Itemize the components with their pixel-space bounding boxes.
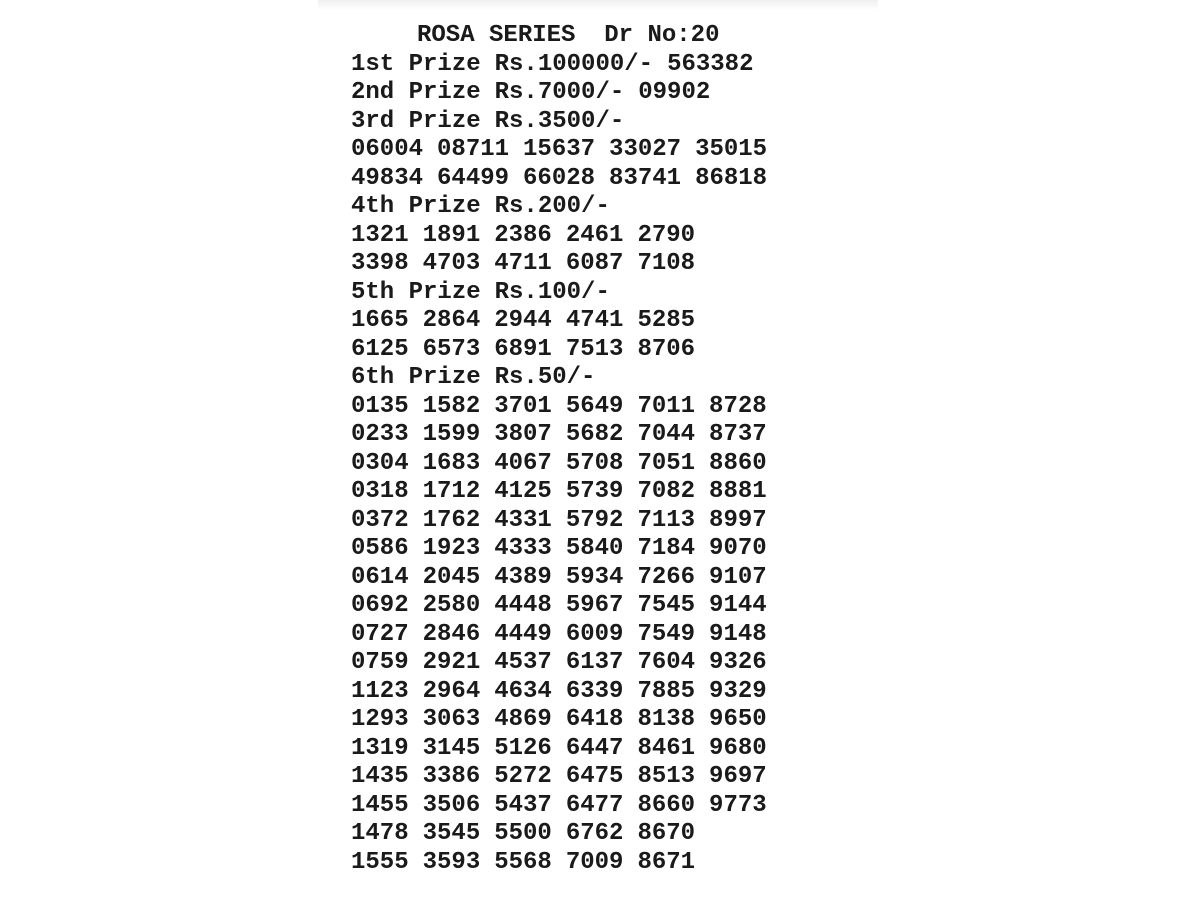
winning-number: 1123 <box>351 677 409 705</box>
prize-rank: 5th Prize <box>351 278 481 306</box>
winning-number: 86818 <box>695 164 768 192</box>
winning-number: 4389 <box>494 563 552 591</box>
prize-list <box>351 51 871 878</box>
winning-number: 9144 <box>709 592 767 619</box>
winning-number: 35015 <box>695 136 768 163</box>
winning-number: 1712 <box>422 478 481 505</box>
number-row <box>351 564 871 593</box>
draw-number: Dr No:20 <box>604 22 720 49</box>
winning-number: 0759 <box>351 649 409 676</box>
number-row <box>351 250 871 279</box>
winning-number: 8671 <box>637 848 696 876</box>
number-row <box>351 592 871 621</box>
winning-number: 9070 <box>709 535 767 562</box>
number-row <box>351 678 871 707</box>
prize-amount: Rs.200/- <box>494 193 610 220</box>
winning-number: 7009 <box>565 848 624 876</box>
prize-rank: 4th Prize <box>351 193 481 220</box>
winning-number: 3506 <box>422 791 481 819</box>
prize-amount: Rs.50/- <box>494 364 596 391</box>
winning-number: 8860 <box>709 449 767 477</box>
winning-number: 7549 <box>637 620 696 648</box>
winning-number: 9329 <box>709 677 767 705</box>
number-row <box>351 507 871 536</box>
winning-number: 64499 <box>437 164 510 192</box>
winning-number: 8997 <box>709 506 767 534</box>
winning-number: 7108 <box>637 250 696 277</box>
winning-number: 0233 <box>351 421 409 448</box>
winning-number: 8881 <box>709 478 767 505</box>
number-row <box>351 393 871 422</box>
winning-number: 9697 <box>709 763 767 790</box>
winning-number: 8706 <box>637 335 696 363</box>
number-row <box>351 165 871 194</box>
winning-number: 2386 <box>494 221 552 249</box>
number-row <box>351 136 871 165</box>
prize-rank: 1st Prize <box>351 50 481 78</box>
winning-number: 1923 <box>422 535 481 562</box>
prize-heading <box>351 279 871 308</box>
winning-number: 9107 <box>709 563 767 591</box>
winning-number: 5285 <box>637 307 696 334</box>
winning-number: 8737 <box>709 421 767 448</box>
winning-number: 6573 <box>422 335 481 363</box>
winning-number: 9148 <box>709 620 767 648</box>
winning-number: 3593 <box>422 848 481 876</box>
winning-number: 0692 <box>351 592 409 619</box>
lottery-result-sheet <box>351 22 871 877</box>
prize-heading <box>351 51 871 80</box>
winning-number: 66028 <box>523 164 596 192</box>
winning-number: 1478 <box>351 820 409 847</box>
number-row <box>351 450 871 479</box>
winning-number: 5126 <box>494 734 552 762</box>
winning-number: 3398 <box>351 250 409 277</box>
winning-number: 15637 <box>523 136 596 163</box>
winning-number: 7113 <box>637 506 696 534</box>
winning-number: 5934 <box>565 563 624 591</box>
winning-number: 7011 <box>637 392 696 420</box>
winning-number: 7044 <box>637 421 696 448</box>
winning-number: 5708 <box>565 449 624 477</box>
winning-number: 563382 <box>667 50 754 78</box>
winning-number: 4869 <box>494 706 552 733</box>
winning-number: 9326 <box>709 649 767 676</box>
winning-number: 2964 <box>422 677 481 705</box>
winning-number: 2461 <box>565 221 624 249</box>
winning-number: 5739 <box>565 478 624 505</box>
number-row <box>351 478 871 507</box>
number-row <box>351 849 871 878</box>
winning-number: 6009 <box>565 620 624 648</box>
winning-number: 1665 <box>351 307 409 334</box>
winning-number: 5437 <box>494 791 552 819</box>
prize-amount: Rs.3500/- <box>494 107 625 135</box>
winning-number: 4333 <box>494 535 552 562</box>
winning-number: 5649 <box>565 392 624 420</box>
winning-number: 1293 <box>351 706 409 733</box>
winning-number: 0318 <box>351 478 409 505</box>
winning-number: 1555 <box>351 848 409 876</box>
winning-number: 7604 <box>637 649 696 676</box>
winning-number: 1319 <box>351 734 409 762</box>
prize-rank: 3rd Prize <box>351 107 481 135</box>
prize-amount: Rs.100/- <box>494 278 610 306</box>
winning-number: 1891 <box>422 221 481 249</box>
number-row <box>351 535 871 564</box>
winning-number: 0614 <box>351 563 409 591</box>
winning-number: 4448 <box>494 592 552 619</box>
winning-number: 7082 <box>637 478 696 505</box>
winning-number: 1455 <box>351 791 409 819</box>
number-row <box>351 222 871 251</box>
winning-number: 6762 <box>565 820 624 847</box>
winning-number: 5568 <box>494 848 552 876</box>
winning-number: 1762 <box>422 506 481 534</box>
winning-number: 2790 <box>637 221 696 249</box>
winning-number: 0586 <box>351 535 409 562</box>
winning-number: 2921 <box>422 649 481 676</box>
prize-amount: Rs.100000/- <box>494 50 654 78</box>
prize-rank: 2nd Prize <box>351 79 481 106</box>
winning-number: 5840 <box>565 535 624 562</box>
winning-number: 4703 <box>422 250 481 277</box>
winning-number: 3701 <box>494 392 552 420</box>
winning-number: 8660 <box>637 791 696 819</box>
winning-number: 8461 <box>637 734 696 762</box>
winning-number: 6418 <box>565 706 624 733</box>
series-name: ROSA SERIES <box>417 22 576 49</box>
winning-number: 6447 <box>565 734 624 762</box>
number-row <box>351 706 871 735</box>
winning-number: 83741 <box>609 164 682 192</box>
winning-number: 3807 <box>494 421 552 448</box>
winning-number: 6891 <box>494 335 552 363</box>
winning-number: 5272 <box>494 763 552 790</box>
winning-number: 2944 <box>494 307 552 334</box>
winning-number: 9680 <box>709 734 767 762</box>
number-row <box>351 792 871 821</box>
winning-number: 09902 <box>638 79 711 106</box>
winning-number: 2846 <box>422 620 481 648</box>
prize-heading <box>351 364 871 393</box>
winning-number: 6475 <box>565 763 624 790</box>
winning-number: 1683 <box>422 449 481 477</box>
winning-number: 7545 <box>637 592 696 619</box>
winning-number: 7513 <box>565 335 624 363</box>
winning-number: 49834 <box>351 164 424 192</box>
prize-amount: Rs.7000/- <box>494 79 625 106</box>
winning-number: 2045 <box>422 563 481 591</box>
scan-edge <box>318 0 878 10</box>
winning-number: 3545 <box>422 820 481 847</box>
winning-number: 6477 <box>565 791 624 819</box>
number-row <box>351 649 871 678</box>
winning-number: 2580 <box>422 592 481 619</box>
prize-rank: 6th Prize <box>351 364 481 391</box>
winning-number: 6125 <box>351 335 409 363</box>
winning-number: 4741 <box>565 307 624 334</box>
number-row <box>351 336 871 365</box>
winning-number: 5682 <box>565 421 624 448</box>
winning-number: 4331 <box>494 506 552 534</box>
winning-number: 0727 <box>351 620 409 648</box>
winning-number: 8138 <box>637 706 696 733</box>
winning-number: 33027 <box>609 136 682 163</box>
winning-number: 3145 <box>422 734 481 762</box>
winning-number: 5792 <box>565 506 624 534</box>
number-row <box>351 621 871 650</box>
winning-number: 4449 <box>494 620 552 648</box>
winning-number: 3063 <box>422 706 481 733</box>
winning-number: 7051 <box>637 449 696 477</box>
winning-number: 1435 <box>351 763 409 790</box>
number-row <box>351 735 871 764</box>
winning-number: 1321 <box>351 221 409 249</box>
winning-number: 5967 <box>565 592 624 619</box>
winning-number: 8513 <box>637 763 696 790</box>
winning-number: 08711 <box>437 136 510 163</box>
winning-number: 4537 <box>494 649 552 676</box>
winning-number: 8670 <box>637 820 696 847</box>
winning-number: 7885 <box>637 677 696 705</box>
prize-heading <box>351 193 871 222</box>
winning-number: 0372 <box>351 506 409 534</box>
winning-number: 0135 <box>351 392 409 420</box>
number-row <box>351 307 871 336</box>
winning-number: 8728 <box>709 392 767 420</box>
prize-heading <box>351 108 871 137</box>
winning-number: 9650 <box>709 706 767 733</box>
number-row <box>351 820 871 849</box>
winning-number: 1599 <box>422 421 481 448</box>
winning-number: 2864 <box>422 307 481 334</box>
winning-number: 9773 <box>709 791 767 819</box>
result-title <box>351 22 871 51</box>
winning-number: 7184 <box>637 535 696 562</box>
winning-number: 4067 <box>494 449 552 477</box>
winning-number: 4125 <box>494 478 552 505</box>
number-row <box>351 421 871 450</box>
winning-number: 3386 <box>422 763 481 790</box>
winning-number: 7266 <box>637 563 696 591</box>
winning-number: 4634 <box>494 677 552 705</box>
winning-number: 0304 <box>351 449 409 477</box>
winning-number: 06004 <box>351 136 424 163</box>
winning-number: 6087 <box>565 250 624 277</box>
winning-number: 6339 <box>565 677 624 705</box>
prize-heading <box>351 79 871 108</box>
winning-number: 4711 <box>494 250 552 277</box>
number-row <box>351 763 871 792</box>
winning-number: 1582 <box>422 392 481 420</box>
winning-number: 6137 <box>565 649 624 676</box>
winning-number: 5500 <box>494 820 552 847</box>
